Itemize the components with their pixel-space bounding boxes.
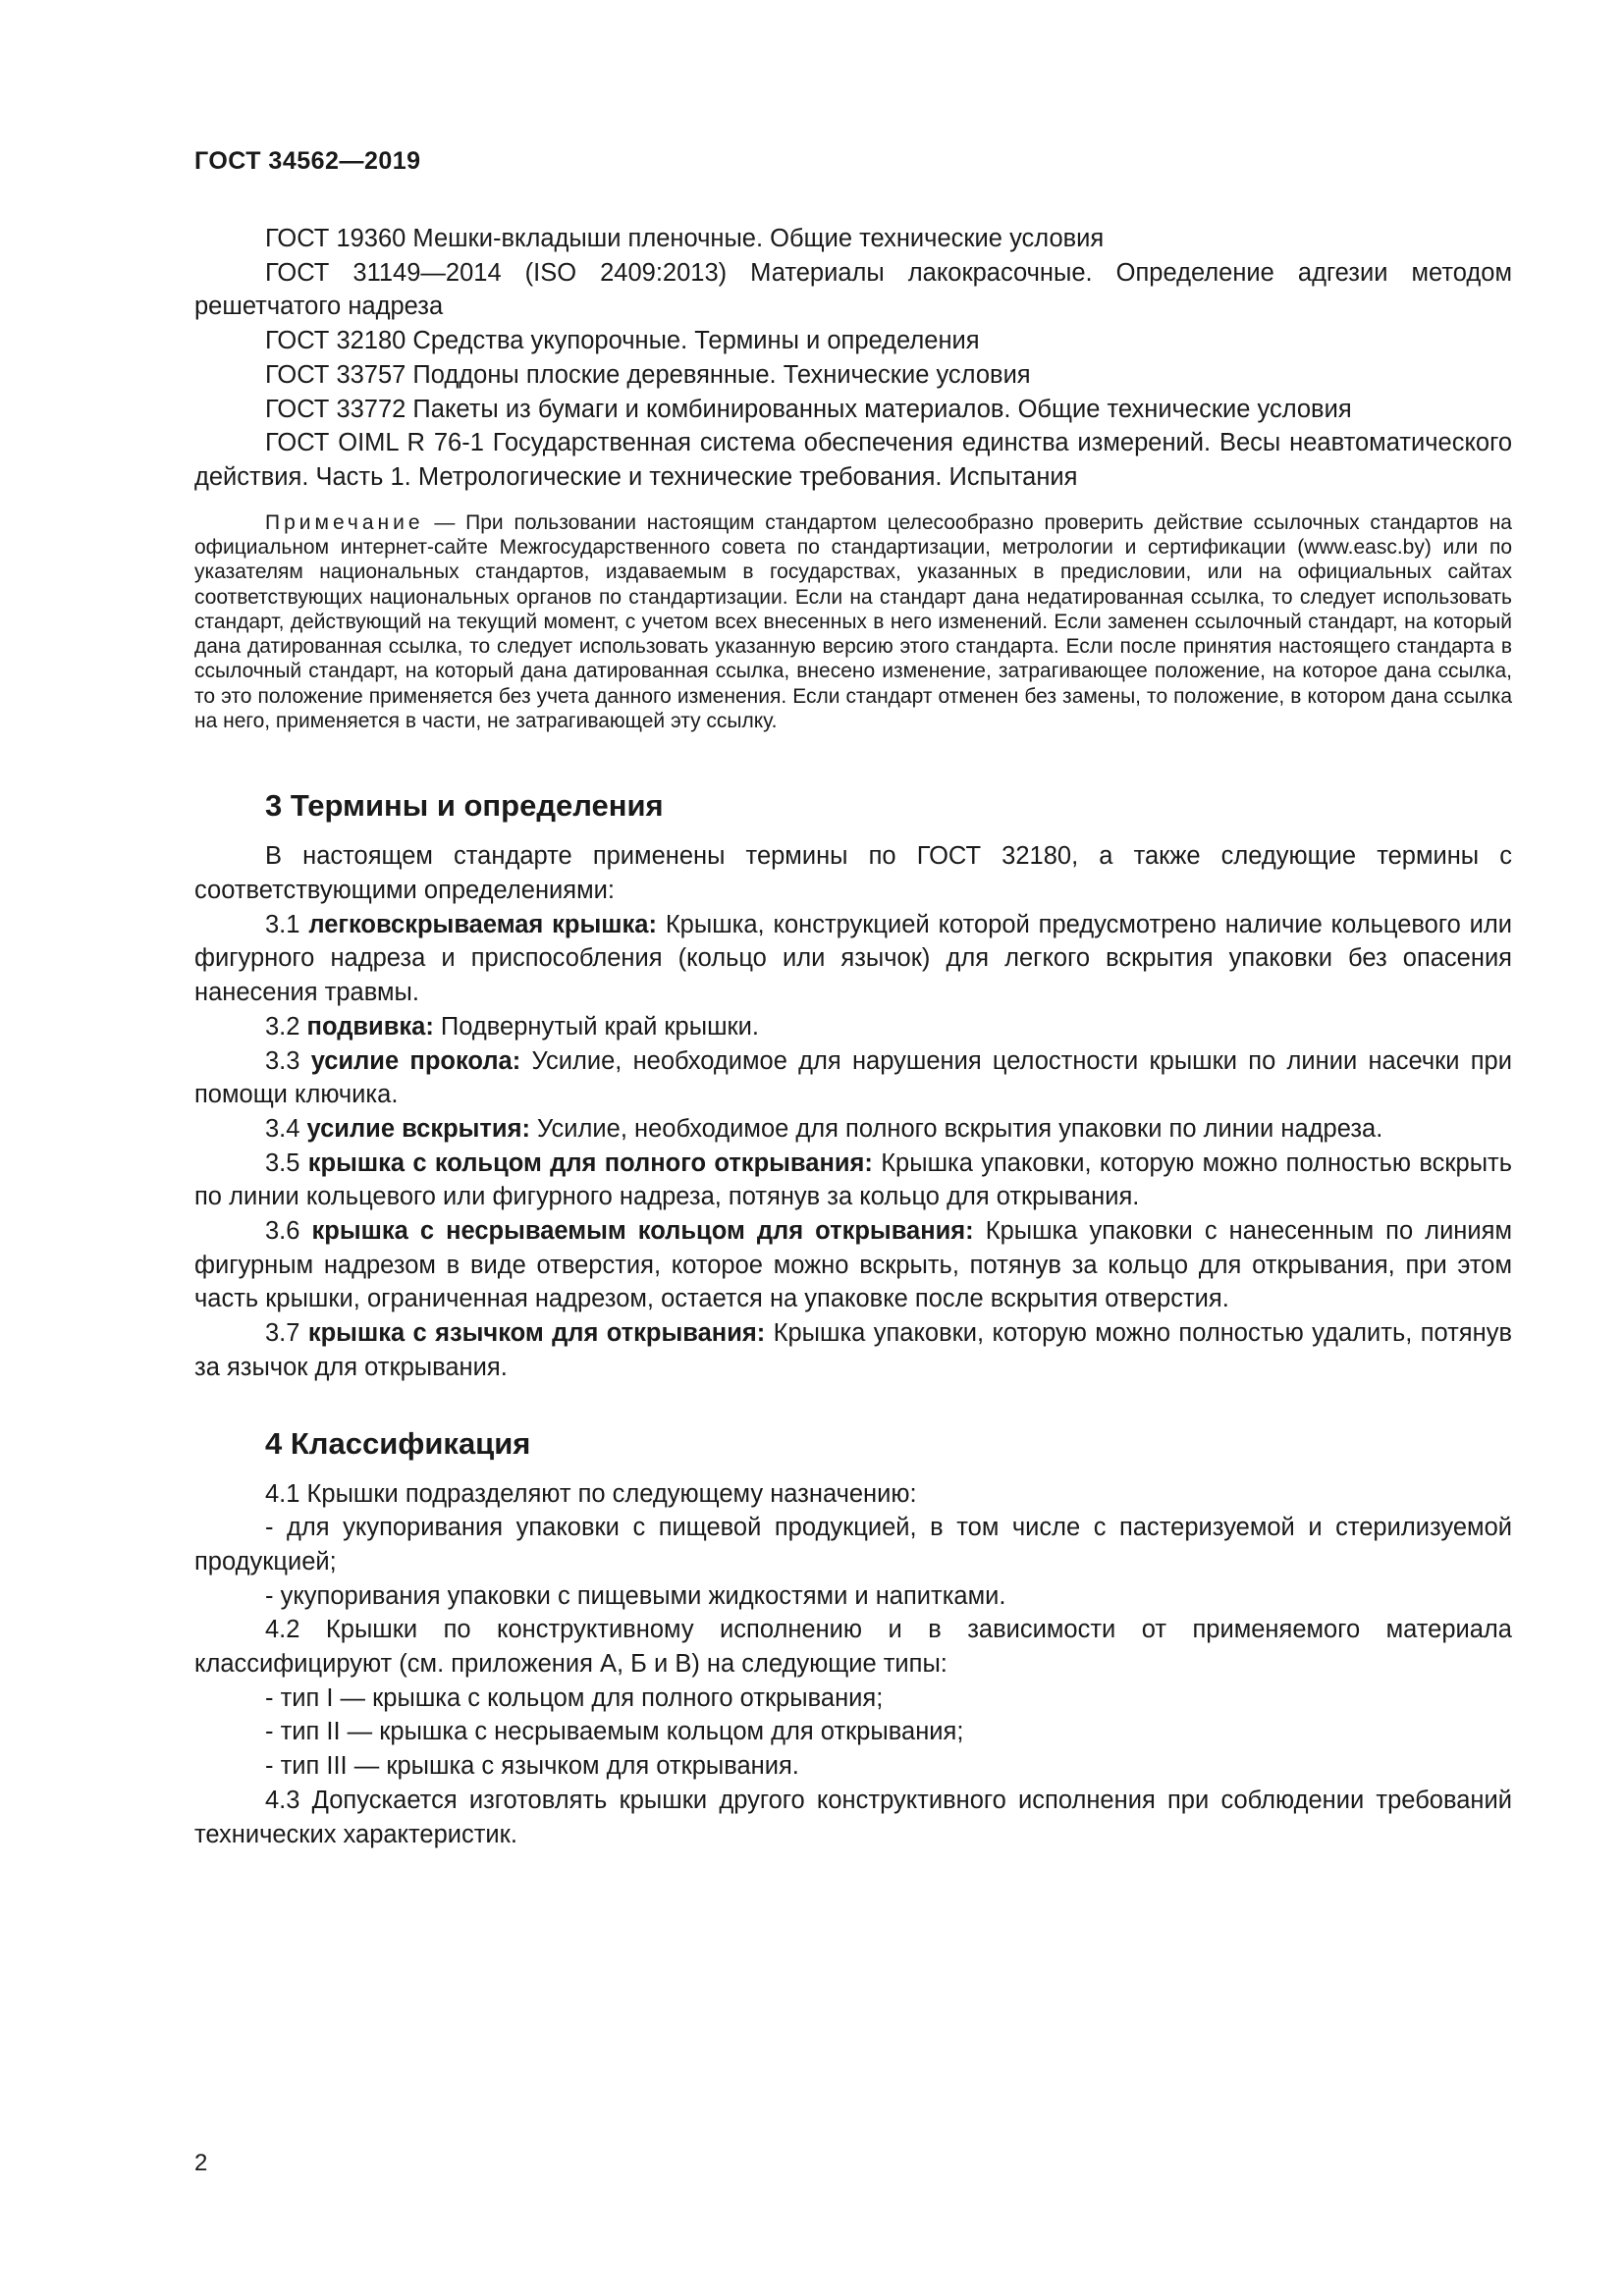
section-3-intro: В настоящем стандарте применены термины по ГОСТ 32180, а также следующие термины с соответствующими определениями:	[194, 842, 1512, 904]
term-name: крышка с несрываемым кольцом для открывания:	[311, 1217, 974, 1246]
term-definition	[194, 1147, 1512, 1214]
reference-item: ГОСТ 33772 Пакеты из бумаги и комбинированных материалов. Общие технические условия	[265, 395, 1352, 423]
term-name: усилие вскрытия:	[306, 1114, 530, 1143]
section-4-heading: 4 Классификация	[265, 1425, 531, 1461]
term-number: 3.7	[265, 1319, 300, 1348]
reference-item: ГОСТ 32180 Средства укупорочные. Термины и определения	[265, 327, 980, 355]
classification-paragraph: 4.3 Допускается изготовлять крышки другого конструктивного исполнения при соблюдении требований технических характеристик.	[194, 1786, 1512, 1848]
term-definition	[194, 1010, 1512, 1044]
note-paragraph	[194, 510, 1512, 734]
term-number: 3.1	[265, 910, 300, 938]
classification-list-item: - тип III — крышка с язычком для открывания.	[265, 1752, 799, 1781]
term-definition	[194, 1112, 1512, 1147]
term-definition	[194, 1214, 1512, 1316]
classification-list-item: - тип II — крышка с несрываемым кольцом для открывания;	[265, 1718, 964, 1746]
term-number: 3.3	[265, 1046, 300, 1075]
term-definition	[194, 1316, 1512, 1384]
section-3-heading: 3 Термины и определения	[265, 788, 664, 824]
classification-list-item: - для укупоривания упаковки с пищевой продукцией, в том числе с пастеризуемой и стерилизуемой продукцией;	[194, 1514, 1512, 1575]
page-number: 2	[194, 2150, 208, 2176]
term-definition	[194, 1044, 1512, 1112]
term-name: крышка с язычком для открывания:	[307, 1319, 766, 1348]
term-text: Крышка упаковки, которую можно полностью вскрыть по линии кольцевого или фигурного надреза, потянув за кольцо для открывания.	[194, 1148, 1512, 1211]
term-number: 3.4	[265, 1114, 300, 1143]
term-text: Крышка упаковки с нанесенным по линиям фигурным надрезом в виде отверстия, которое можно вскрыть, потянув за кольцо для открывания, при этом часть крышки, ограниченная надрезом, остается на упаковке после вскрытия отверстия.	[194, 1217, 1512, 1313]
term-text: Крышка, конструкцией которой предусмотрено наличие кольцевого или фигурного надреза и приспособления (кольцо или язычок) для легкого вскрытия упаковки без опасения нанесения травмы.	[194, 910, 1512, 1007]
note-text: — При пользовании настоящим стандартом целесообразно проверить действие ссылочных стандартов на официальном интернет-сайте Межгосударственного совета по стандартизации, метрологии и сертификации (www.easc.by) или по указателям национальных стандартов, издаваемым в государствах, указанных в предисловии, или на официальных сайтах соответствующих национальных органов по стандартизации. Если на стандарт дана недатированная ссылка, то следует использовать стандарт, действующий на текущий момент, с учетом всех внесенных в него изменений. Если заменен ссылочный стандарт, на который дана датированная ссылка, то следует использовать указанную версию этого стандарта. Если после принятия настоящего стандарта в ссылочный стандарт, на который дана датированная ссылка, внесено изменение, затрагивающее положение, на которое дана ссылка, то это положение применяется без учета данного изменения. Если стандарт отменен без замены, то положение, в котором дана ссылка на него, применяется в части, не затрагивающей эту ссылку.	[194, 510, 1512, 732]
reference-item: ГОСТ 19360 Мешки-вкладыши пленочные. Общие технические условия	[265, 225, 1105, 252]
term-number: 3.5	[265, 1148, 300, 1177]
note-label: Примечание	[265, 510, 424, 534]
term-name: усилие прокола:	[310, 1046, 521, 1075]
classification-paragraph: 4.2 Крышки по конструктивному исполнению и в зависимости от применяемого материала классифицируют (см. приложения А, Б и В) на следующие типы:	[194, 1616, 1512, 1679]
term-name: подвивка:	[306, 1012, 434, 1041]
term-text: Крышка упаковки, которую можно полностью удалить, потянув за язычок для открывания.	[194, 1319, 1512, 1381]
term-definition	[194, 908, 1512, 1010]
document-code-header: ГОСТ 34562—2019	[194, 147, 421, 175]
term-name: легковскрываемая крышка:	[308, 910, 657, 938]
classification-paragraph: 4.1 Крышки подразделяют по следующему назначению:	[265, 1479, 917, 1508]
reference-item: ГОСТ 33757 Поддоны плоские деревянные. Технические условия	[265, 360, 1031, 389]
classification-list-item: - укупоривания упаковки с пищевыми жидкостями и напитками.	[265, 1581, 1006, 1610]
term-name: крышка с кольцом для полного открывания:	[307, 1148, 873, 1177]
term-text: Усилие, необходимое для полного вскрытия упаковки по линии надреза.	[529, 1114, 1383, 1143]
term-text: Усилие, необходимое для нарушения целостности крышки по линии насечки при помощи ключика.	[194, 1046, 1512, 1109]
classification-list-item: - тип I — крышка с кольцом для полного открывания;	[265, 1683, 884, 1712]
reference-item: ГОСТ 31149—2014 (ISO 2409:2013) Материалы лакокрасочные. Определение адгезии методом решетчатого надреза	[194, 258, 1512, 321]
page-content	[194, 222, 1512, 1851]
term-number: 3.2	[265, 1012, 300, 1041]
term-text: Подвернутый край крышки.	[433, 1012, 760, 1041]
reference-item: ГОСТ OIML R 76-1 Государственная система обеспечения единства измерений. Весы неавтоматического действия. Часть 1. Метрологические и технические требования. Испытания	[194, 429, 1512, 491]
term-number: 3.6	[265, 1217, 300, 1246]
